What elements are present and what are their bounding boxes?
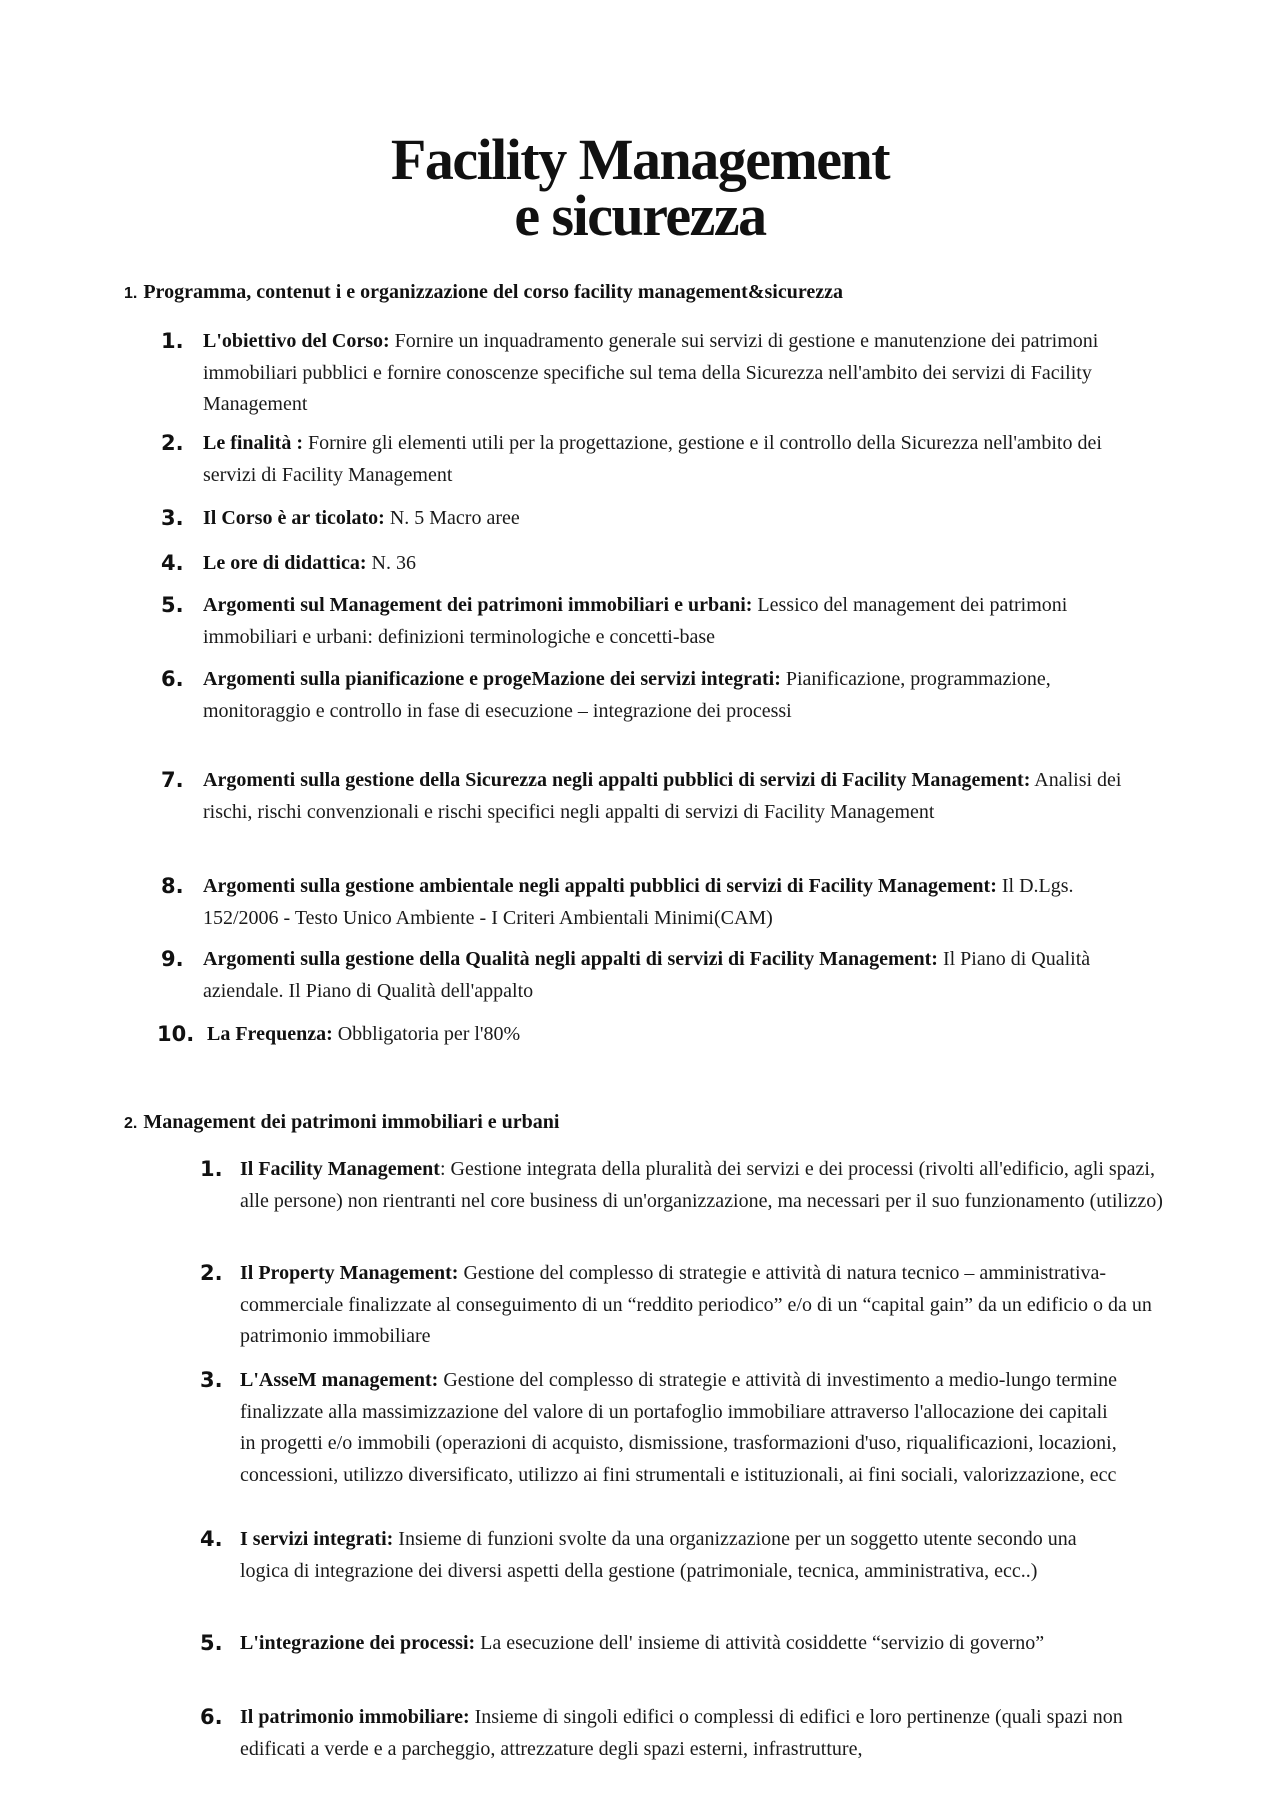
list-item-text: N. 5 Macro aree xyxy=(384,507,520,529)
list-item-text: Il Piano di Qualità aziendale. Il Piano di Qualità dell'appalto xyxy=(203,948,1091,1002)
document-title xyxy=(0,127,1280,248)
list-item-text: : Gestione integrata della pluralità dei servizi e dei processi (rivolti all'edificio, agli spazi, alle persone) non rientranti nel core business di un'organizzazione, ma necessari per il suo funzionamento (utilizzo) xyxy=(240,1158,1163,1212)
list-item-number: 2. xyxy=(200,1261,223,1285)
list-item-text: Fornire gli elementi utili per la progettazione, gestione e il controllo della Sicurezza nell'ambito dei servizi di Facility Management xyxy=(203,432,1102,486)
title-line-1: Facility Management xyxy=(390,127,890,192)
list-item-label: Argomenti sulla gestione ambientale negli appalti pubblici di servizi di Facility Management: xyxy=(203,875,997,897)
list-item-number: 10. xyxy=(157,1022,195,1046)
list-item-text: Pianificazione, programmazione, monitoraggio e controllo in fase di esecuzione – integrazione dei processi xyxy=(203,668,1051,722)
list-item-label: Il Facility Management xyxy=(240,1158,440,1180)
list-item-text: Fornire un inquadramento generale sui servizi di gestione e manutenzione dei patrimoni immobiliari pubblici e fornire conoscenze specifiche sul tema della Sicurezza nell'ambito dei servizi di Facility Management xyxy=(203,330,1099,415)
list-item xyxy=(200,1702,1170,1765)
list-item xyxy=(161,326,1153,421)
list-item-number: 7. xyxy=(161,768,184,792)
list-item-text: Gestione del complesso di strategie e attività di natura tecnico – amministrativa- commerciale finalizzate al conseguimento di un “reddito periodico” e/o di un “capital gain” da un edificio o da un patrimonio immobiliare xyxy=(240,1262,1152,1347)
list-item xyxy=(200,1154,1170,1217)
list-item-label: L'integrazione dei processi: xyxy=(240,1632,476,1654)
section-1-title: Programma, contenut i e organizzazione del corso facility management&sicurezza xyxy=(143,281,843,303)
list-item-text: Gestione del complesso di strategie e attività di investimento a medio-lungo termine finalizzate alla massimizzazione del valore di un portafoglio immobiliare attraverso l'allocazione dei capitali in progetti e/o immobili (operazioni di acquisto, dismissione, trasformazioni d'uso, riqualificazioni, locazioni, concessioni, utilizzo diversificato, utilizzo ai fini strumentali e istituzionali, ai fini sociali, valorizzazione, ecc xyxy=(240,1369,1118,1486)
list-item-number: 9. xyxy=(161,947,184,971)
list-item-label: L'obiettivo del Corso: xyxy=(203,330,390,352)
section-2-heading xyxy=(124,1108,559,1138)
list-item-number: 5. xyxy=(200,1631,223,1655)
list-item-number: 4. xyxy=(161,551,184,575)
list-item xyxy=(161,503,1153,535)
list-item-label: Il Property Management: xyxy=(240,1262,459,1284)
list-item-number: 2. xyxy=(161,431,184,455)
list-item-label: Argomenti sulla gestione della Qualità negli appalti di servizi di Facility Management: xyxy=(203,948,938,970)
list-item xyxy=(161,944,1153,1007)
list-item-label: Argomenti sulla pianificazione e progeMazione dei servizi integrati: xyxy=(203,668,781,690)
list-item xyxy=(161,871,1153,934)
list-item xyxy=(200,1258,1170,1353)
list-item-text: Obbligatoria per l'80% xyxy=(332,1023,521,1045)
section-2-number: 2. xyxy=(124,1115,138,1132)
list-item-number: 6. xyxy=(161,667,184,691)
list-item xyxy=(161,590,1153,653)
list-item xyxy=(157,1019,1153,1051)
section-2-title: Management dei patrimoni immobiliari e urbani xyxy=(143,1111,560,1133)
list-item xyxy=(161,765,1153,828)
section-1-number: 1. xyxy=(124,285,138,302)
list-item-number: 1. xyxy=(161,329,184,353)
list-item-text: Analisi dei rischi, rischi convenzionali e rischi specifici negli appalti di servizi di Facility Management xyxy=(203,769,1122,823)
list-item xyxy=(200,1365,1120,1491)
list-item-label: Il patrimonio immobiliare: xyxy=(240,1706,470,1728)
list-item-label: Il Corso è ar ticolato: xyxy=(203,507,385,529)
list-item-number: 3. xyxy=(161,506,184,530)
list-item-text: Lessico del management dei patrimoni immobiliari e urbani: definizioni terminologiche e concetti-base xyxy=(203,594,1068,648)
list-item-text: Insieme di funzioni svolte da una organizzazione per un soggetto utente secondo una logica di integrazione dei diversi aspetti della gestione (patrimoniale, tecnica, amministrativa, ecc..) xyxy=(240,1528,1077,1582)
list-item-text: N. 36 xyxy=(366,552,416,574)
list-item xyxy=(161,548,1153,580)
list-item xyxy=(161,664,1083,727)
list-item-number: 6. xyxy=(200,1705,223,1729)
list-item-number: 3. xyxy=(200,1368,223,1392)
list-item-label: La Frequenza: xyxy=(207,1023,333,1045)
list-item-text: Il D.Lgs. 152/2006 - Testo Unico Ambiente - I Criteri Ambientali Minimi(CAM) xyxy=(203,875,1074,929)
title-line-2: e sicurezza xyxy=(514,183,766,248)
list-item-text: La esecuzione dell' insieme di attività cosiddette “servizio di governo” xyxy=(475,1632,1045,1654)
list-item-label: Argomenti sul Management dei patrimoni immobiliari e urbani: xyxy=(203,594,753,616)
list-item-label: L'AsseM management: xyxy=(240,1369,439,1391)
section-1-heading xyxy=(124,278,843,308)
list-item-number: 1. xyxy=(200,1157,223,1181)
list-item-label: Le finalità : xyxy=(203,432,303,454)
list-item-number: 5. xyxy=(161,593,184,617)
list-item-label: Argomenti sulla gestione della Sicurezza negli appalti pubblici di servizi di Facility Management: xyxy=(203,769,1031,791)
list-item-label: Le ore di didattica: xyxy=(203,552,367,574)
list-item xyxy=(200,1524,1120,1587)
list-item xyxy=(161,428,1153,491)
list-item xyxy=(200,1628,1120,1660)
list-item-number: 4. xyxy=(200,1527,223,1551)
list-item-text: Insieme di singoli edifici o complessi di edifici e loro pertinenze (quali spazi non edificati a verde e a parcheggio, attrezzature degli spazi esterni, infrastrutture, xyxy=(240,1706,1123,1760)
list-item-number: 8. xyxy=(161,874,184,898)
list-item-label: I servizi integrati: xyxy=(240,1528,394,1550)
